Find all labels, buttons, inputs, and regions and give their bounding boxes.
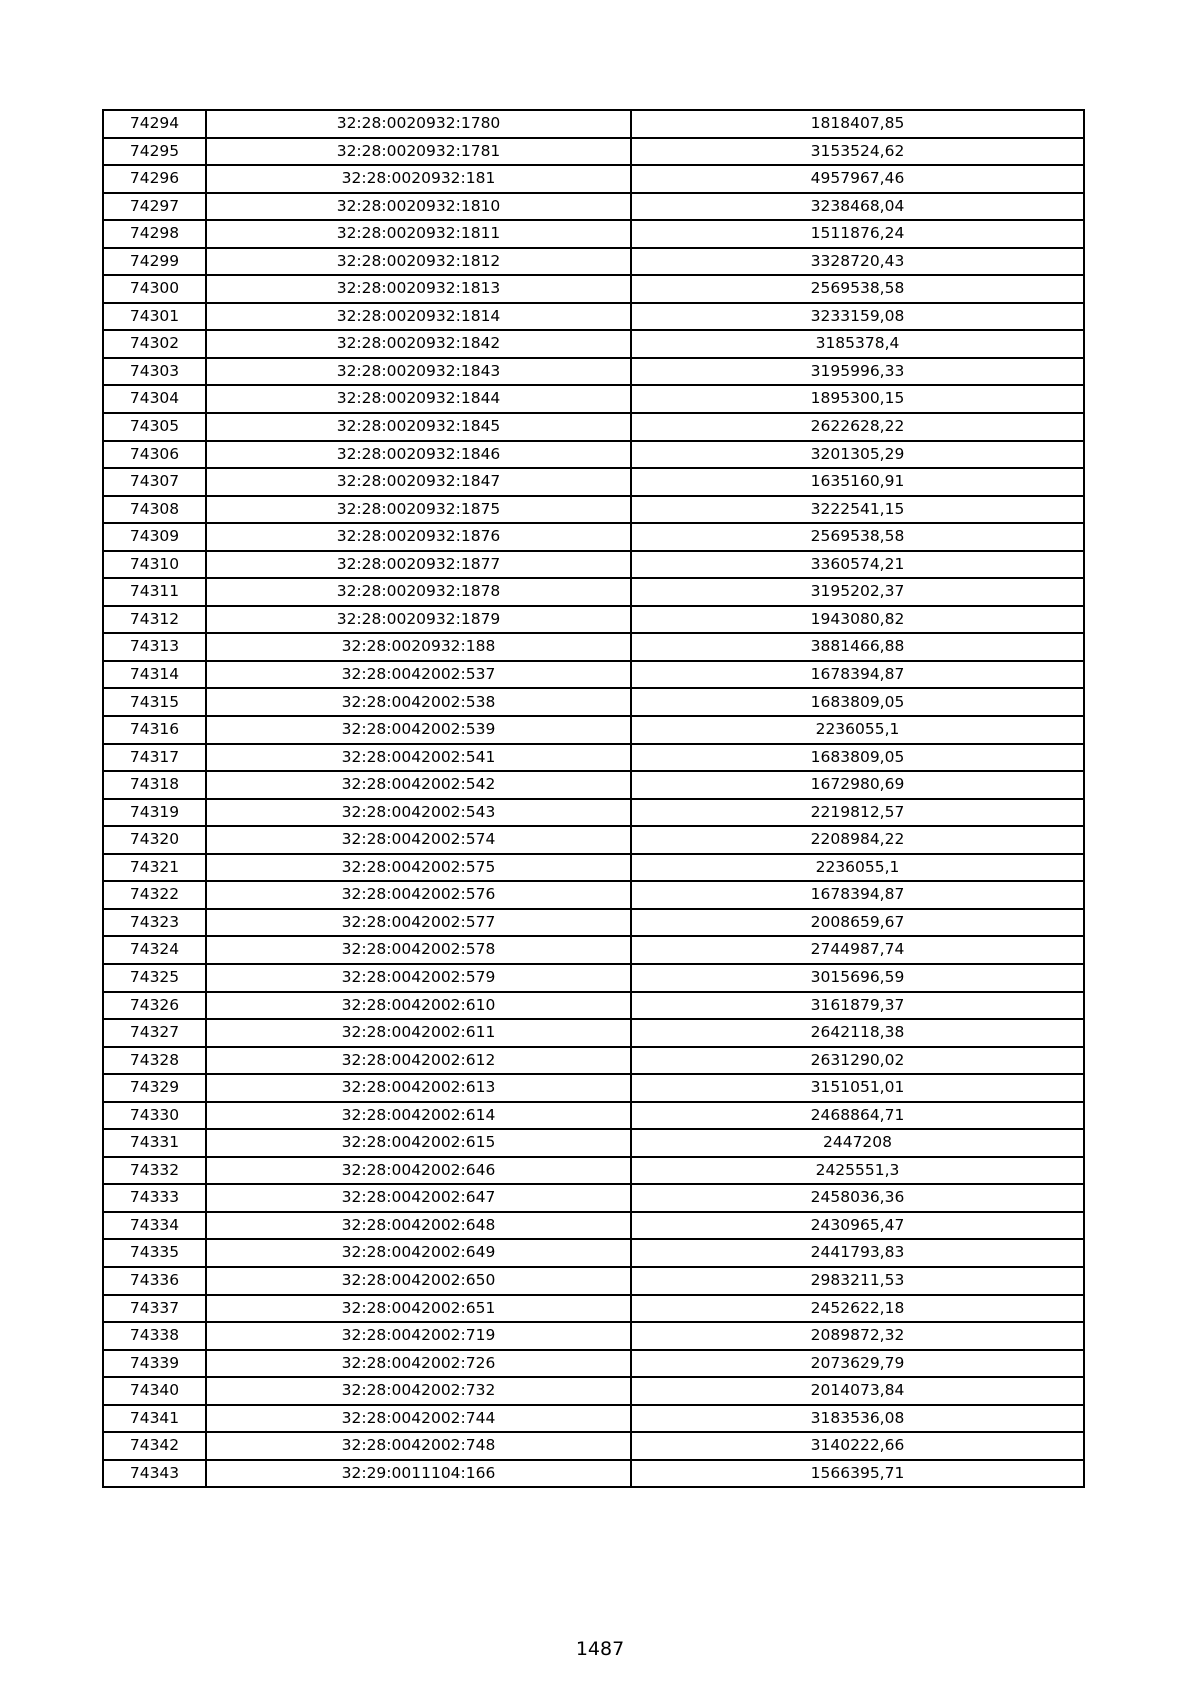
value-cell: 3195996,33 — [631, 358, 1084, 386]
row-number-cell: 74303 — [103, 358, 206, 386]
cadastral-number-cell: 32:28:0042002:614 — [206, 1102, 631, 1130]
table-row — [103, 936, 1084, 964]
table-body — [103, 110, 1084, 1487]
value-cell: 2468864,71 — [631, 1102, 1084, 1130]
row-number-cell: 74327 — [103, 1019, 206, 1047]
value-cell: 2452622,18 — [631, 1295, 1084, 1323]
value-cell: 1566395,71 — [631, 1460, 1084, 1488]
row-number-cell: 74312 — [103, 606, 206, 634]
row-number-cell: 74304 — [103, 385, 206, 413]
cadastral-number-cell: 32:28:0042002:744 — [206, 1405, 631, 1433]
cadastral-number-cell: 32:28:0042002:726 — [206, 1350, 631, 1378]
row-number-cell: 74306 — [103, 441, 206, 469]
value-cell: 1678394,87 — [631, 881, 1084, 909]
value-cell: 1818407,85 — [631, 110, 1084, 138]
cadastral-number-cell: 32:28:0020932:1847 — [206, 468, 631, 496]
table-row — [103, 496, 1084, 524]
cadastral-number-cell: 32:28:0020932:1878 — [206, 578, 631, 606]
value-cell: 3881466,88 — [631, 633, 1084, 661]
value-cell: 2219812,57 — [631, 799, 1084, 827]
table-row — [103, 523, 1084, 551]
row-number-cell: 74296 — [103, 165, 206, 193]
cadastral-number-cell: 32:28:0020932:1876 — [206, 523, 631, 551]
row-number-cell: 74331 — [103, 1129, 206, 1157]
cadastral-number-cell: 32:28:0020932:1846 — [206, 441, 631, 469]
cadastral-number-cell: 32:28:0042002:648 — [206, 1212, 631, 1240]
cadastral-number-cell: 32:28:0020932:1810 — [206, 193, 631, 221]
value-cell: 1672980,69 — [631, 771, 1084, 799]
table-row — [103, 1184, 1084, 1212]
table-row — [103, 771, 1084, 799]
table-row — [103, 633, 1084, 661]
value-cell: 2631290,02 — [631, 1047, 1084, 1075]
table-row — [103, 110, 1084, 138]
cadastral-number-cell: 32:28:0020932:1814 — [206, 303, 631, 331]
value-cell: 1895300,15 — [631, 385, 1084, 413]
row-number-cell: 74295 — [103, 138, 206, 166]
value-cell: 3201305,29 — [631, 441, 1084, 469]
row-number-cell: 74341 — [103, 1405, 206, 1433]
value-cell: 3185378,4 — [631, 330, 1084, 358]
cadastral-number-cell: 32:28:0020932:1843 — [206, 358, 631, 386]
row-number-cell: 74320 — [103, 826, 206, 854]
table-row — [103, 165, 1084, 193]
value-cell: 2014073,84 — [631, 1377, 1084, 1405]
table-row — [103, 1102, 1084, 1130]
value-cell: 4957967,46 — [631, 165, 1084, 193]
value-cell: 2425551,3 — [631, 1157, 1084, 1185]
row-number-cell: 74310 — [103, 551, 206, 579]
cadastral-number-cell: 32:28:0020932:181 — [206, 165, 631, 193]
cadastral-number-cell: 32:29:0011104:166 — [206, 1460, 631, 1488]
table-row — [103, 826, 1084, 854]
row-number-cell: 74336 — [103, 1267, 206, 1295]
value-cell: 1683809,05 — [631, 688, 1084, 716]
cadastral-number-cell: 32:28:0042002:542 — [206, 771, 631, 799]
table-row — [103, 275, 1084, 303]
value-cell: 3233159,08 — [631, 303, 1084, 331]
value-cell: 2208984,22 — [631, 826, 1084, 854]
value-cell: 3183536,08 — [631, 1405, 1084, 1433]
row-number-cell: 74322 — [103, 881, 206, 909]
table-row — [103, 606, 1084, 634]
value-cell: 2642118,38 — [631, 1019, 1084, 1047]
table-row — [103, 716, 1084, 744]
page-number: 1487 — [575, 1638, 625, 1660]
value-cell: 3195202,37 — [631, 578, 1084, 606]
table-row — [103, 1129, 1084, 1157]
row-number-cell: 74333 — [103, 1184, 206, 1212]
value-cell: 3238468,04 — [631, 193, 1084, 221]
table-row — [103, 193, 1084, 221]
row-number-cell: 74326 — [103, 992, 206, 1020]
cadastral-number-cell: 32:28:0020932:1812 — [206, 248, 631, 276]
table-row — [103, 1019, 1084, 1047]
row-number-cell: 74324 — [103, 936, 206, 964]
cadastral-number-cell: 32:28:0042002:575 — [206, 854, 631, 882]
table-row — [103, 1267, 1084, 1295]
cadastral-number-cell: 32:28:0020932:1875 — [206, 496, 631, 524]
cadastral-number-cell: 32:28:0042002:615 — [206, 1129, 631, 1157]
row-number-cell: 74309 — [103, 523, 206, 551]
cadastral-number-cell: 32:28:0020932:1813 — [206, 275, 631, 303]
row-number-cell: 74325 — [103, 964, 206, 992]
table-row — [103, 385, 1084, 413]
table-row — [103, 1460, 1084, 1488]
cadastral-value-table — [102, 109, 1085, 1488]
cadastral-number-cell: 32:28:0042002:732 — [206, 1377, 631, 1405]
row-number-cell: 74313 — [103, 633, 206, 661]
cadastral-number-cell: 32:28:0042002:611 — [206, 1019, 631, 1047]
cadastral-number-cell: 32:28:0042002:651 — [206, 1295, 631, 1323]
row-number-cell: 74335 — [103, 1239, 206, 1267]
cadastral-number-cell: 32:28:0042002:543 — [206, 799, 631, 827]
table-row — [103, 1212, 1084, 1240]
row-number-cell: 74329 — [103, 1074, 206, 1102]
value-cell: 3015696,59 — [631, 964, 1084, 992]
cadastral-number-cell: 32:28:0020932:1877 — [206, 551, 631, 579]
table-row — [103, 744, 1084, 772]
row-number-cell: 74317 — [103, 744, 206, 772]
table-row — [103, 1322, 1084, 1350]
table-row — [103, 551, 1084, 579]
value-cell: 3140222,66 — [631, 1432, 1084, 1460]
table-row — [103, 413, 1084, 441]
value-cell: 2983211,53 — [631, 1267, 1084, 1295]
cadastral-number-cell: 32:28:0042002:537 — [206, 661, 631, 689]
table-row — [103, 992, 1084, 1020]
row-number-cell: 74338 — [103, 1322, 206, 1350]
row-number-cell: 74294 — [103, 110, 206, 138]
value-cell: 2744987,74 — [631, 936, 1084, 964]
table-row — [103, 358, 1084, 386]
row-number-cell: 74318 — [103, 771, 206, 799]
value-cell: 2458036,36 — [631, 1184, 1084, 1212]
row-number-cell: 74334 — [103, 1212, 206, 1240]
row-number-cell: 74308 — [103, 496, 206, 524]
table-row — [103, 138, 1084, 166]
row-number-cell: 74319 — [103, 799, 206, 827]
value-cell: 2441793,83 — [631, 1239, 1084, 1267]
cadastral-number-cell: 32:28:0042002:646 — [206, 1157, 631, 1185]
row-number-cell: 74342 — [103, 1432, 206, 1460]
value-cell: 2073629,79 — [631, 1350, 1084, 1378]
cadastral-number-cell: 32:28:0042002:612 — [206, 1047, 631, 1075]
value-cell: 2236055,1 — [631, 854, 1084, 882]
row-number-cell: 74321 — [103, 854, 206, 882]
row-number-cell: 74343 — [103, 1460, 206, 1488]
cadastral-number-cell: 32:28:0042002:649 — [206, 1239, 631, 1267]
cadastral-number-cell: 32:28:0020932:188 — [206, 633, 631, 661]
table-row — [103, 688, 1084, 716]
table-row — [103, 330, 1084, 358]
cadastral-number-cell: 32:28:0042002:650 — [206, 1267, 631, 1295]
table-row — [103, 220, 1084, 248]
row-number-cell: 74305 — [103, 413, 206, 441]
cadastral-number-cell: 32:28:0020932:1879 — [206, 606, 631, 634]
value-cell: 2569538,58 — [631, 275, 1084, 303]
row-number-cell: 74328 — [103, 1047, 206, 1075]
cadastral-number-cell: 32:28:0042002:579 — [206, 964, 631, 992]
value-cell: 3328720,43 — [631, 248, 1084, 276]
cadastral-number-cell: 32:28:0042002:541 — [206, 744, 631, 772]
table-row — [103, 909, 1084, 937]
value-cell: 1635160,91 — [631, 468, 1084, 496]
value-cell: 2236055,1 — [631, 716, 1084, 744]
table-row — [103, 1074, 1084, 1102]
row-number-cell: 74299 — [103, 248, 206, 276]
row-number-cell: 74332 — [103, 1157, 206, 1185]
table-row — [103, 881, 1084, 909]
value-cell: 3151051,01 — [631, 1074, 1084, 1102]
cadastral-number-cell: 32:28:0042002:610 — [206, 992, 631, 1020]
row-number-cell: 74340 — [103, 1377, 206, 1405]
row-number-cell: 74339 — [103, 1350, 206, 1378]
row-number-cell: 74297 — [103, 193, 206, 221]
cadastral-number-cell: 32:28:0042002:577 — [206, 909, 631, 937]
table-row — [103, 248, 1084, 276]
value-cell: 2089872,32 — [631, 1322, 1084, 1350]
row-number-cell: 74314 — [103, 661, 206, 689]
cadastral-number-cell: 32:28:0042002:578 — [206, 936, 631, 964]
table-row — [103, 964, 1084, 992]
table-row — [103, 854, 1084, 882]
value-cell: 3153524,62 — [631, 138, 1084, 166]
value-cell: 2008659,67 — [631, 909, 1084, 937]
value-cell: 2447208 — [631, 1129, 1084, 1157]
table-row — [103, 578, 1084, 606]
table-row — [103, 661, 1084, 689]
table-container — [102, 109, 1083, 1488]
row-number-cell: 74300 — [103, 275, 206, 303]
row-number-cell: 74301 — [103, 303, 206, 331]
cadastral-number-cell: 32:28:0020932:1780 — [206, 110, 631, 138]
cadastral-number-cell: 32:28:0042002:576 — [206, 881, 631, 909]
table-row — [103, 1295, 1084, 1323]
value-cell: 2569538,58 — [631, 523, 1084, 551]
table-row — [103, 441, 1084, 469]
cadastral-number-cell: 32:28:0042002:613 — [206, 1074, 631, 1102]
table-row — [103, 303, 1084, 331]
cadastral-number-cell: 32:28:0020932:1844 — [206, 385, 631, 413]
row-number-cell: 74337 — [103, 1295, 206, 1323]
value-cell: 1678394,87 — [631, 661, 1084, 689]
table-row — [103, 1377, 1084, 1405]
value-cell: 1943080,82 — [631, 606, 1084, 634]
row-number-cell: 74315 — [103, 688, 206, 716]
row-number-cell: 74298 — [103, 220, 206, 248]
row-number-cell: 74316 — [103, 716, 206, 744]
table-row — [103, 1432, 1084, 1460]
value-cell: 2430965,47 — [631, 1212, 1084, 1240]
cadastral-number-cell: 32:28:0020932:1845 — [206, 413, 631, 441]
table-row — [103, 1157, 1084, 1185]
cadastral-number-cell: 32:28:0042002:574 — [206, 826, 631, 854]
cadastral-number-cell: 32:28:0042002:647 — [206, 1184, 631, 1212]
row-number-cell: 74311 — [103, 578, 206, 606]
table-row — [103, 468, 1084, 496]
cadastral-number-cell: 32:28:0020932:1781 — [206, 138, 631, 166]
row-number-cell: 74323 — [103, 909, 206, 937]
cadastral-number-cell: 32:28:0042002:539 — [206, 716, 631, 744]
table-row — [103, 1350, 1084, 1378]
value-cell: 3222541,15 — [631, 496, 1084, 524]
value-cell: 3161879,37 — [631, 992, 1084, 1020]
table-row — [103, 1405, 1084, 1433]
table-row — [103, 1047, 1084, 1075]
table-row — [103, 1239, 1084, 1267]
cadastral-number-cell: 32:28:0042002:719 — [206, 1322, 631, 1350]
cadastral-number-cell: 32:28:0020932:1842 — [206, 330, 631, 358]
cadastral-number-cell: 32:28:0042002:748 — [206, 1432, 631, 1460]
cadastral-number-cell: 32:28:0042002:538 — [206, 688, 631, 716]
value-cell: 3360574,21 — [631, 551, 1084, 579]
row-number-cell: 74302 — [103, 330, 206, 358]
value-cell: 1511876,24 — [631, 220, 1084, 248]
row-number-cell: 74330 — [103, 1102, 206, 1130]
row-number-cell: 74307 — [103, 468, 206, 496]
cadastral-number-cell: 32:28:0020932:1811 — [206, 220, 631, 248]
value-cell: 1683809,05 — [631, 744, 1084, 772]
table-row — [103, 799, 1084, 827]
value-cell: 2622628,22 — [631, 413, 1084, 441]
